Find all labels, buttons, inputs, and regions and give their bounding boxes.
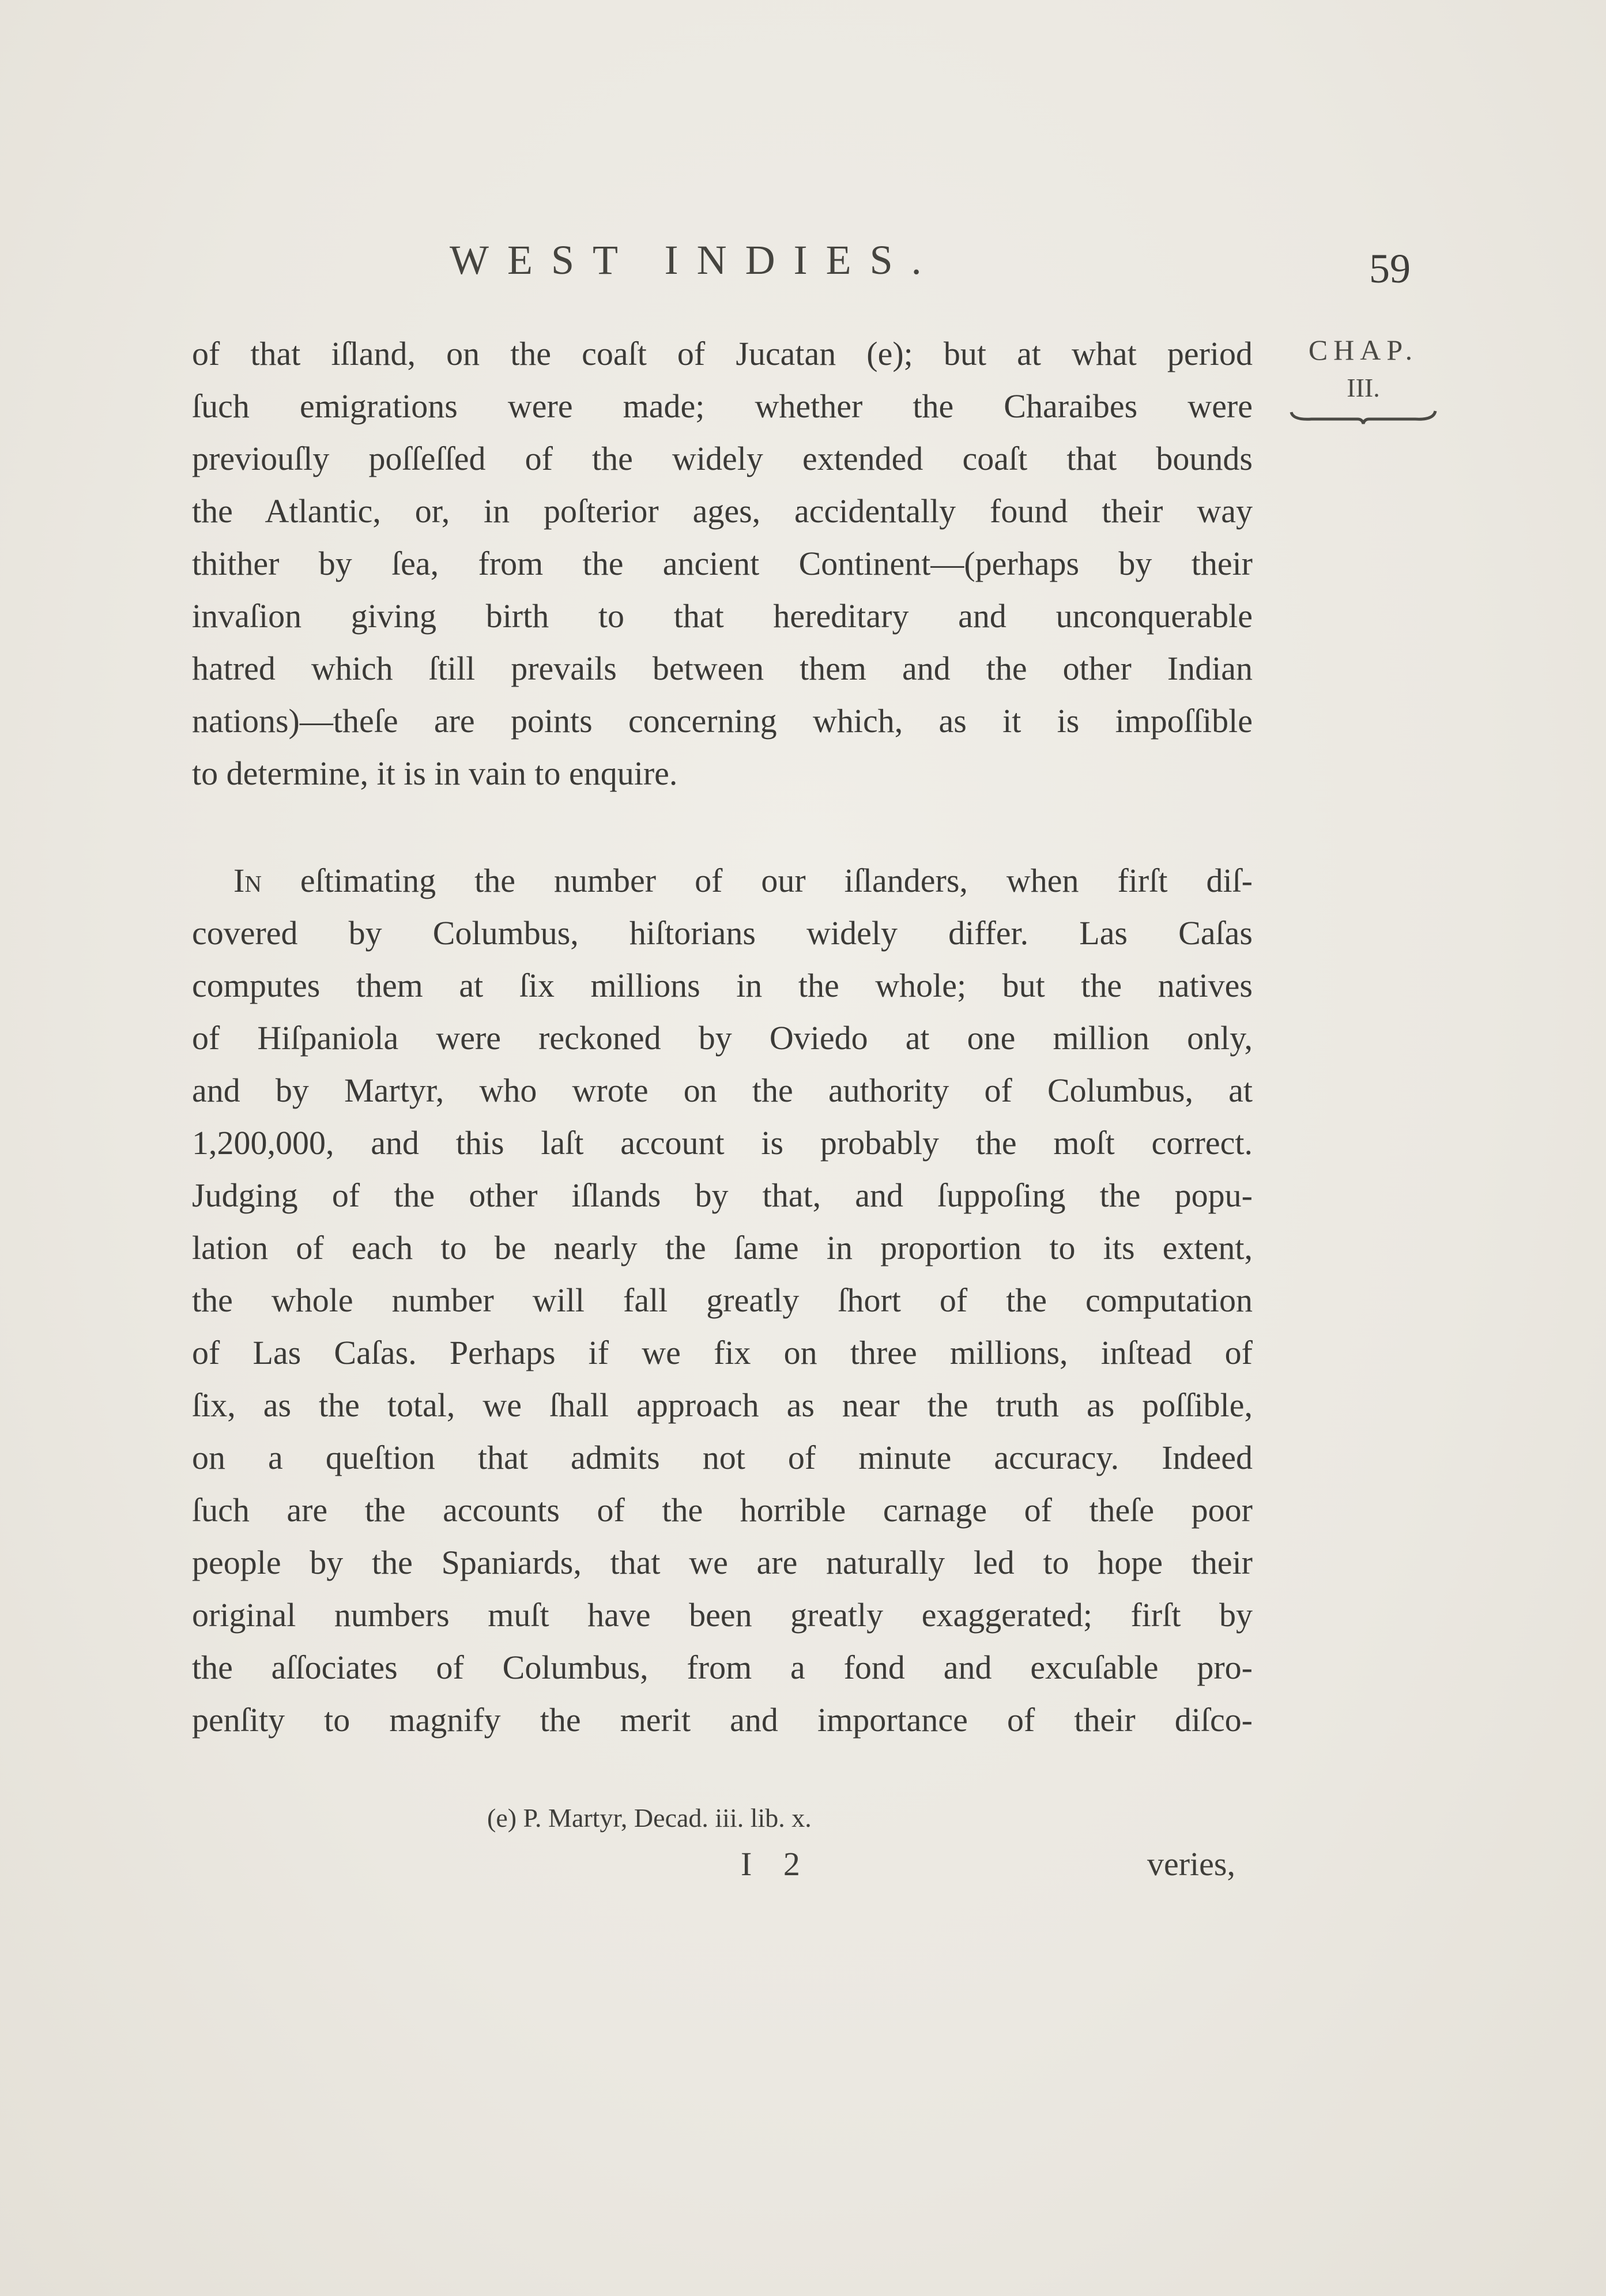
text-line: of Las Caſas. Perhaps if we fix on three millions, inſtead of — [192, 1334, 1253, 1371]
text-line: the aſſociates of Columbus, from a fond and excuſable pro- — [192, 1649, 1253, 1686]
signature-mark: I 2 — [741, 1845, 812, 1883]
running-head: WEST INDIES. — [450, 237, 940, 283]
text-line: ſuch emigrations were made; whether the Charaibes were — [192, 387, 1253, 425]
text-line: ſuch are the accounts of the horrible carnage of theſe poor — [192, 1491, 1253, 1529]
paragraph-2 — [192, 854, 1253, 1746]
text-line: computes them at ſix millions in the whole; but the natives — [192, 967, 1253, 1004]
text-line: people by the Spaniards, that we are naturally led to hope their — [192, 1544, 1253, 1581]
text-line: the whole number will fall greatly ſhort of the computation — [192, 1281, 1253, 1319]
chapter-sidenote — [1280, 333, 1447, 425]
text-line: of that iſland, on the coaſt of Jucatan (e); but at what period — [192, 335, 1253, 372]
text-line: to determine, it is in vain to enquire. — [192, 755, 678, 792]
text-line: original numbers muſt have been greatly exaggerated; firſt by — [192, 1596, 1253, 1634]
sidenote-brace-icon — [1288, 408, 1438, 425]
text-line-first — [192, 854, 1253, 907]
text-line: the Atlantic, or, in poſterior ages, accidentally found their way — [192, 492, 1253, 530]
text-line: lation of each to be nearly the ſame in proportion to its extent, — [192, 1229, 1253, 1266]
text-line: thither by ſea, from the ancient Continent—(perhaps by their — [192, 545, 1253, 582]
text-line: ſix, as the total, we ſhall approach as near the truth as poſſible, — [192, 1386, 1253, 1424]
text-line: covered by Columbus, hiſtorians widely differ. Las Caſas — [192, 914, 1253, 952]
page-number: 59 — [1369, 246, 1411, 292]
sidenote-chapter-number: III. — [1347, 373, 1380, 402]
text-line: previouſly poſſeſſed of the widely extended coaſt that bounds — [192, 440, 1253, 477]
sidenote-chap: CHAP. — [1308, 334, 1419, 366]
text-line: hatred which ſtill prevails between them and the other Indian — [192, 650, 1253, 687]
text-line-rest: eſtimating the number of our iſlanders, when firſt diſ- — [300, 862, 1253, 899]
catchword: veries, — [1147, 1845, 1235, 1883]
text-line: invaſion giving birth to that hereditary and unconquerable — [192, 597, 1253, 635]
footnote: (e) P. Martyr, Decad. iii. lib. x. — [487, 1803, 812, 1833]
text-line: 1,200,000, and this laſt account is probably the moſt correct. — [192, 1124, 1253, 1162]
paragraph-initial: In — [233, 862, 262, 899]
text-line: nations)—theſe are points concerning which, as it is impoſſible — [192, 702, 1253, 740]
paragraph-1 — [192, 327, 1253, 800]
text-line: and by Martyr, who wrote on the authority of Columbus, at — [192, 1072, 1253, 1109]
text-line: penſity to magnify the merit and importance of their diſco- — [192, 1701, 1253, 1739]
text-line: of Hiſpaniola were reckoned by Oviedo at one million only, — [192, 1019, 1253, 1057]
text-line: on a queſtion that admits not of minute accuracy. Indeed — [192, 1439, 1253, 1476]
text-line: Judging of the other iſlands by that, and ſuppoſing the popu- — [192, 1177, 1253, 1214]
